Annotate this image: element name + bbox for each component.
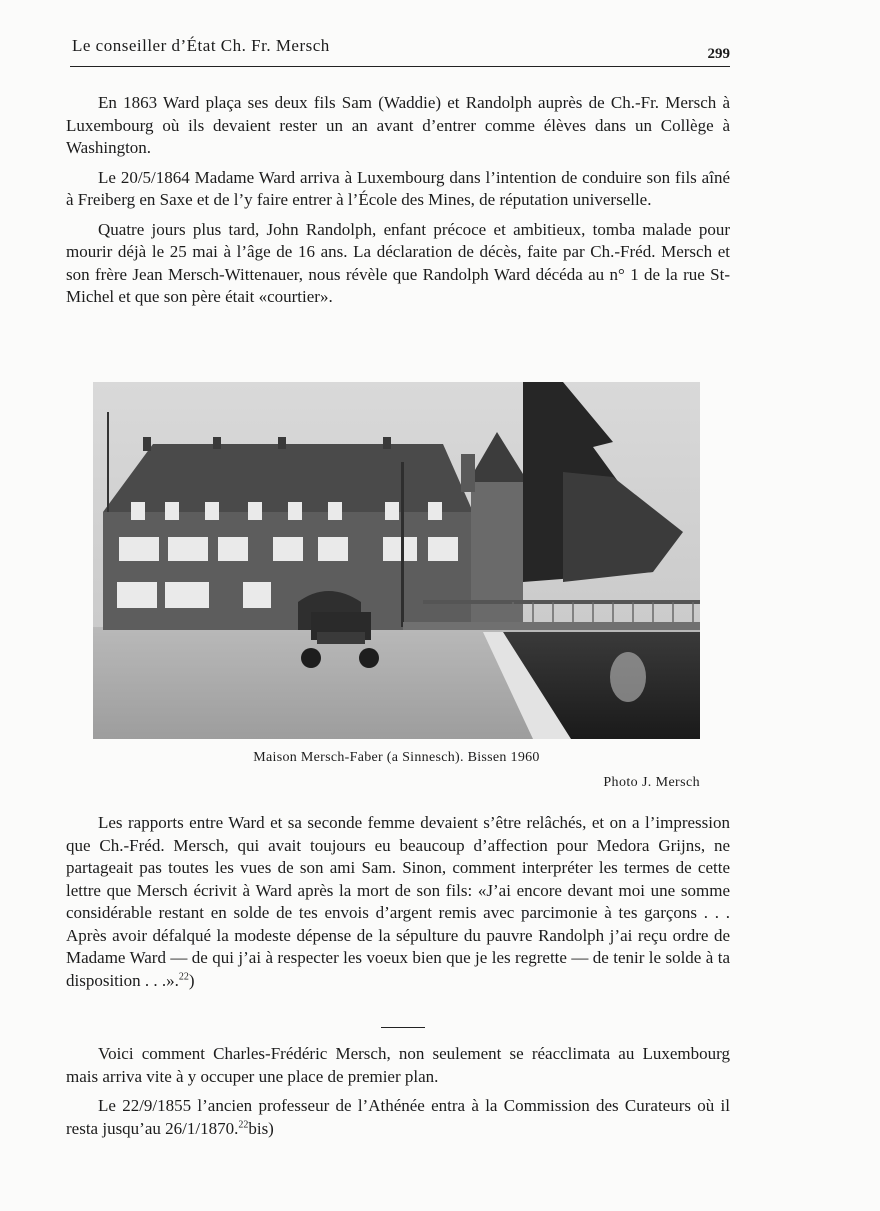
paragraph-5: Voici comment Charles-Frédéric Mersch, non seulement se réacclimata au Luxembourg mais arriva vite à y occuper une place de premier plan. xyxy=(66,1044,730,1086)
paragraph-4-text: Les rapports entre Ward et sa seconde femme devaient s’être relâchés, et on a l’impression que Ch.-Fréd. Mersch, qui avait toujours eu beaucoup d’affection pour Medora Grijns, ne partageait pas toutes les vues de son ami Sam. Sinon, comment interpréter les termes de cette lettre que Mersch écrivit à Ward après la mort de son fils: «J’ai encore devant moi une somme considérable restant en solde de tes envois d’argent remis avec parcimonie à tes garçons . . . Après avoir défalqué la modeste dépense de la sépulture du pauvre Randolph j’ai reçu ordre de Madame Ward — de qui j’ai à respecter les voeux bien que je les regrette — de tenir le solde à ta disposition . . .». xyxy=(66,813,730,990)
page-number: 299 xyxy=(707,46,730,62)
paragraph-2: Le 20/5/1864 Madame Ward arriva à Luxembourg dans l’intention de conduire son fils aîné à Freiberg en Saxe et de l’y faire entrer à l’École des Mines, de réputation universelle. xyxy=(66,167,730,209)
house-photograph xyxy=(93,382,700,739)
paragraph-1: En 1863 Ward plaça ses deux fils Sam (Waddie) et Randolph auprès de Ch.-Fr. Mersch à Luxembourg où ils devaient rester un an avant d’entrer comme élèves dans un Collège à Washington. xyxy=(66,93,730,157)
text-block-bottom xyxy=(66,1043,730,1140)
running-title: Le conseiller d’État Ch. Fr. Mersch xyxy=(72,36,330,55)
header-rule xyxy=(70,66,730,67)
photo-caption: Maison Mersch-Faber (a Sinnesch). Bissen 1960 xyxy=(253,750,540,765)
text-block-top xyxy=(66,92,730,309)
photo-credit: Photo J. Mersch xyxy=(603,775,700,790)
text-block-middle xyxy=(66,812,730,992)
paragraph-6-text: Le 22/9/1855 l’ancien professeur de l’Athénée entra à la Commission des Curateurs où il resta jusqu’au 26/1/1870. xyxy=(66,1096,730,1138)
paragraph-6 xyxy=(66,1095,730,1140)
paragraph-6-closing: bis) xyxy=(248,1118,274,1138)
section-separator xyxy=(381,1027,425,1028)
paragraph-4 xyxy=(66,812,730,992)
paragraph-4-closing: ) xyxy=(188,970,195,990)
paragraph-3: Quatre jours plus tard, John Randolph, enfant précoce et ambitieux, tomba malade pour mourir déjà le 25 mai à l’âge de 16 ans. La déclaration de décès, faite par Ch.-Fréd. Mersch et son frère Jean Mersch-Wittenauer, nous révèle que Randolph Ward décéda au n° 1 de la rue St-Michel et que son père était «courtier». xyxy=(66,219,730,306)
photo-illustration xyxy=(93,382,700,739)
footnote-ref: 22 xyxy=(178,970,189,982)
footnote-ref: 22 xyxy=(238,1118,249,1130)
